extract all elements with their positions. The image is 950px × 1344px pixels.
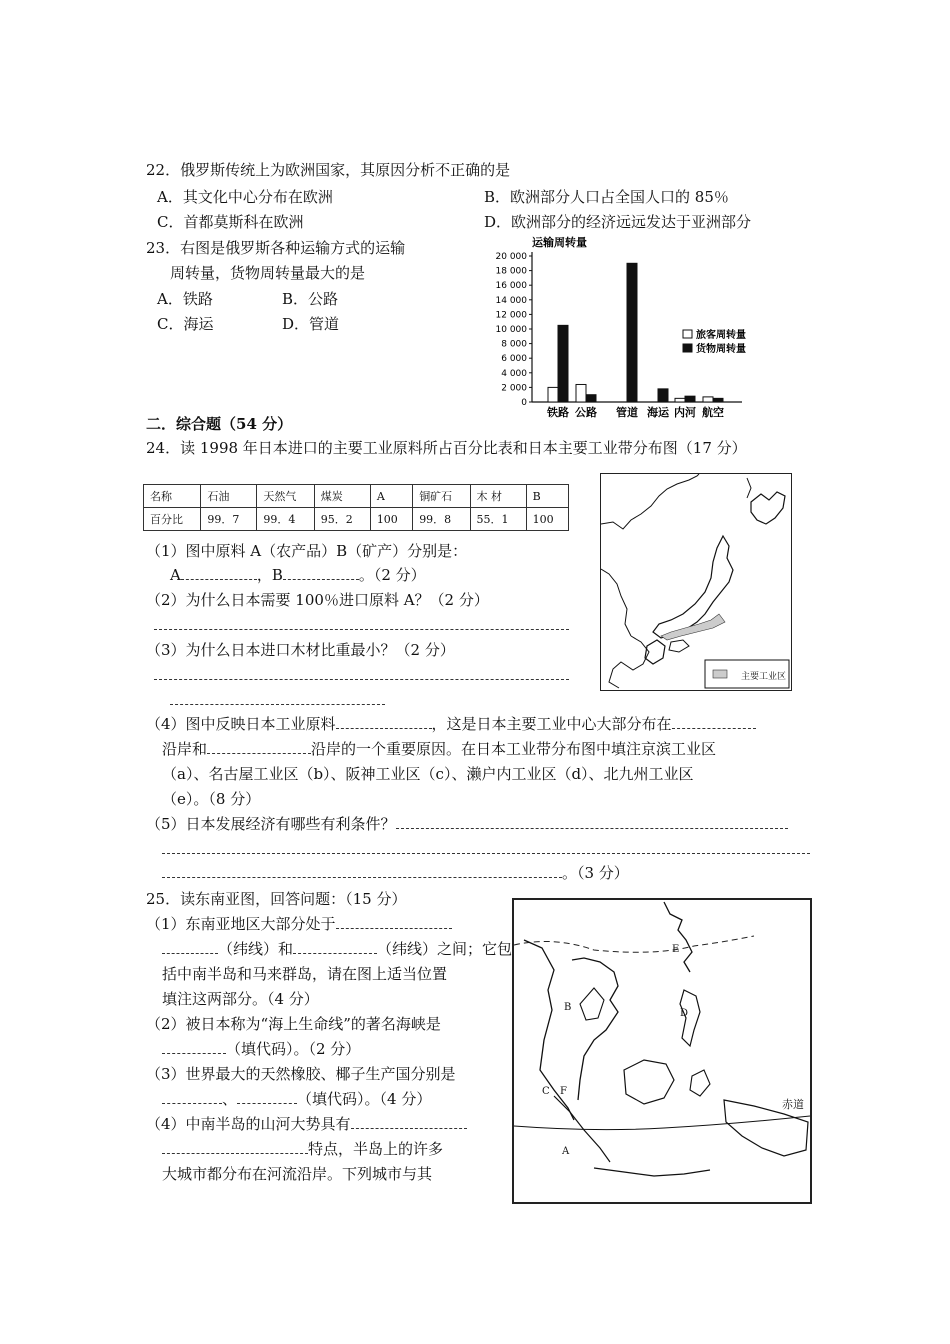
category-label: 铁路 <box>547 406 569 419</box>
japan-industrial-map[interactable] <box>600 473 792 691</box>
q25-text: （填代码）。（2 分） <box>226 1040 361 1058</box>
category-label: 航空 <box>702 406 724 419</box>
q25-part1-line2 <box>162 939 512 959</box>
answer-blank[interactable] <box>336 914 452 929</box>
q24-part4-text: ，这是日本主要工业中心大部分布在 <box>431 715 672 733</box>
q24-part4-text: 沿岸的一个重要原因。在日本工业带分布图中填注京滨工业区 <box>311 740 717 758</box>
q24-part1-blanks <box>170 565 426 585</box>
table-cell: 煤炭 <box>314 485 370 508</box>
table-cell: 天然气 <box>257 485 314 508</box>
equator-label: 赤道 <box>782 1098 804 1111</box>
q25-text: 、 <box>222 1090 238 1108</box>
q23-option-b[interactable]: B．公路 <box>282 290 339 308</box>
q25-text: （1）东南亚地区大部分处于 <box>146 915 336 933</box>
answer-blank[interactable] <box>283 565 359 580</box>
q25-text: （纬线）之间；它包 <box>377 940 513 958</box>
passenger-bar <box>703 397 713 402</box>
freight-bar <box>627 263 637 402</box>
map-label-b: B <box>564 1002 572 1013</box>
q24-part4-line1 <box>146 714 756 734</box>
category-label: 内河 <box>674 406 696 419</box>
japan-map-drawing <box>601 474 791 690</box>
q24-part4-line4: （e）。（8 分） <box>162 790 261 808</box>
southeast-asia-map[interactable] <box>512 898 812 1204</box>
answer-blank[interactable] <box>237 1089 297 1104</box>
table-cell: 95．2 <box>314 508 370 531</box>
q23-option-a[interactable]: A．铁路 <box>157 290 213 308</box>
y-tick-label: 18 000 <box>495 266 527 277</box>
map-legend-label: 主要工业区 <box>741 672 787 682</box>
answer-blank[interactable] <box>396 814 788 829</box>
q25-stem: 25．读东南亚图，回答问题：（15 分） <box>146 890 407 908</box>
y-tick-label: 12 000 <box>495 310 527 321</box>
table-cell: 木 材 <box>470 485 526 508</box>
q23-stem-line2: 周转量，货物周转量最大的是 <box>170 264 366 282</box>
map-label-a: A <box>562 1146 570 1157</box>
label-b: ，B <box>256 566 283 584</box>
map-label-e: E <box>672 944 680 955</box>
q22-stem: 22．俄罗斯传统上为欧洲国家，其原因分析不正确的是 <box>146 161 511 179</box>
table-cell: B <box>526 485 568 508</box>
passenger-bar <box>675 398 685 402</box>
table-row <box>144 508 569 531</box>
q24-part5-text: （5）日本发展经济有哪些有利条件？ <box>146 815 396 833</box>
category-label: 海运 <box>647 406 669 419</box>
q24-part4-line2 <box>162 739 716 759</box>
category-label: 管道 <box>616 406 638 419</box>
q25-part1-line1 <box>146 914 452 934</box>
q24-part1: （1）图中原料 A（农产品）B（矿产）分别是： <box>146 542 468 560</box>
y-tick-label: 4 000 <box>501 368 527 379</box>
freight-bar <box>586 395 596 402</box>
answer-blank[interactable] <box>162 1139 308 1154</box>
q25-part1-line3: 括中南半岛和马来群岛，请在图上适当位置 <box>162 965 448 983</box>
legend-swatch-freight <box>683 344 692 352</box>
answer-blank[interactable] <box>293 939 377 954</box>
answer-blank[interactable] <box>336 714 432 729</box>
q22-option-c[interactable]: C．首都莫斯科在欧洲 <box>157 213 304 231</box>
q25-text: 特点，半岛上的许多 <box>308 1140 444 1158</box>
table-cell: 55．1 <box>470 508 526 531</box>
q23-option-c[interactable]: C．海运 <box>157 315 214 333</box>
q25-text: （4）中南半岛的山河大势具有 <box>146 1115 351 1133</box>
map-label-d: D <box>680 1008 689 1019</box>
table-header-row <box>144 485 569 508</box>
freight-bar <box>558 325 568 402</box>
y-tick-label: 20 000 <box>495 252 527 262</box>
legend-swatch-passenger <box>683 330 692 338</box>
answer-blank[interactable] <box>672 714 756 729</box>
q25-part4-line2 <box>162 1139 443 1159</box>
q25-part1-line4: 填注这两部分。（4 分） <box>162 990 319 1008</box>
raw-material-table <box>143 484 569 531</box>
y-tick-label: 14 000 <box>495 295 527 306</box>
category-label: 公路 <box>575 406 597 419</box>
answer-blank[interactable] <box>351 1114 467 1129</box>
q24-part4-text: 沿岸和 <box>162 740 208 758</box>
passenger-bar <box>548 387 558 402</box>
table-cell: 名称 <box>144 485 201 508</box>
answer-blank[interactable] <box>207 739 311 754</box>
section-2-title: 二．综合题（54 分） <box>146 415 293 433</box>
q25-text: （纬线）和 <box>218 940 294 958</box>
q25-part2-line1: （2）被日本称为“海上生命线”的著名海峡是 <box>146 1015 441 1033</box>
table-cell: 百分比 <box>144 508 201 531</box>
q24-part4-text: （4）图中反映日本工业原料 <box>146 715 336 733</box>
q23-option-d[interactable]: D．管道 <box>282 315 340 333</box>
sea-map-drawing <box>514 900 810 1202</box>
q25-part3-line2 <box>162 1089 431 1109</box>
legend-label-freight: 货物周转量 <box>696 344 746 355</box>
y-tick-label: 8 000 <box>501 339 527 350</box>
y-tick-label: 10 000 <box>495 325 527 335</box>
freight-bar <box>713 398 723 402</box>
table-cell: 99．7 <box>201 508 257 531</box>
answer-blank[interactable] <box>162 1039 226 1054</box>
label-a: A <box>170 566 181 584</box>
table-cell: 100 <box>370 508 412 531</box>
legend-label-passenger: 旅客周转量 <box>696 330 746 341</box>
y-tick-label: 2 000 <box>501 383 527 394</box>
q22-option-b[interactable]: B．欧洲部分人口占全国人口的 85％ <box>484 188 729 206</box>
transport-bar-chart <box>480 232 780 422</box>
freight-bar <box>685 396 695 402</box>
q24-part4-line3: （a）、名古屋工业区（b）、阪神工业区（c）、濑户内工业区（d）、北九州工业区 <box>162 765 694 783</box>
answer-blank[interactable] <box>162 939 218 954</box>
q24-part5-end <box>162 863 629 883</box>
map-label-c: C <box>542 1086 550 1097</box>
q23-stem-line1: 23．右图是俄罗斯各种运输方式的运输 <box>146 239 406 257</box>
chart-title: 运输周转量 <box>532 236 587 249</box>
table-cell: 铜矿石 <box>413 485 470 508</box>
y-tick-label: 16 000 <box>495 281 527 292</box>
table-cell: 99．4 <box>257 508 314 531</box>
answer-line[interactable] <box>154 629 569 630</box>
map-label-f: F <box>560 1086 567 1097</box>
answer-blank[interactable] <box>181 565 257 580</box>
passenger-bar <box>576 384 586 402</box>
answer-line[interactable] <box>154 679 569 680</box>
points: 。（2 分） <box>358 566 426 584</box>
q25-part4-line3: 大城市都分布在河流沿岸。下列城市与其 <box>162 1165 433 1183</box>
q24-stem: 24．读 1998 年日本进口的主要工业原料所占百分比表和日本主要工业带分布图（17 分） <box>146 439 747 457</box>
freight-bar <box>658 389 668 402</box>
answer-line[interactable] <box>170 704 385 705</box>
answer-blank[interactable] <box>162 863 562 878</box>
table-cell: 石油 <box>201 485 257 508</box>
table-cell: A <box>370 485 412 508</box>
q24-part5 <box>146 814 788 834</box>
table-cell: 99．8 <box>413 508 470 531</box>
q25-part2-line2 <box>162 1039 360 1059</box>
q22-option-d[interactable]: D．欧洲部分的经济远远发达于亚洲部分 <box>484 213 752 231</box>
y-tick-label: 0 <box>521 398 527 408</box>
q24-part2: （2）为什么日本需要 100％进口原料 A？（2 分） <box>146 591 489 609</box>
y-tick-label: 6 000 <box>501 354 527 365</box>
q24-part3: （3）为什么日本进口木材比重最小？（2 分） <box>146 641 455 659</box>
q25-part3-line1: （3）世界最大的天然橡胶、椰子生产国分别是 <box>146 1065 456 1083</box>
q22-option-a[interactable]: A．其文化中心分布在欧洲 <box>157 188 333 206</box>
q25-part4-line1 <box>146 1114 467 1134</box>
q25-text: （填代码）。（4 分） <box>297 1090 432 1108</box>
points: 。（3 分） <box>562 864 629 882</box>
answer-blank[interactable] <box>162 1089 222 1104</box>
table-cell: 100 <box>526 508 568 531</box>
answer-line[interactable] <box>162 853 810 854</box>
